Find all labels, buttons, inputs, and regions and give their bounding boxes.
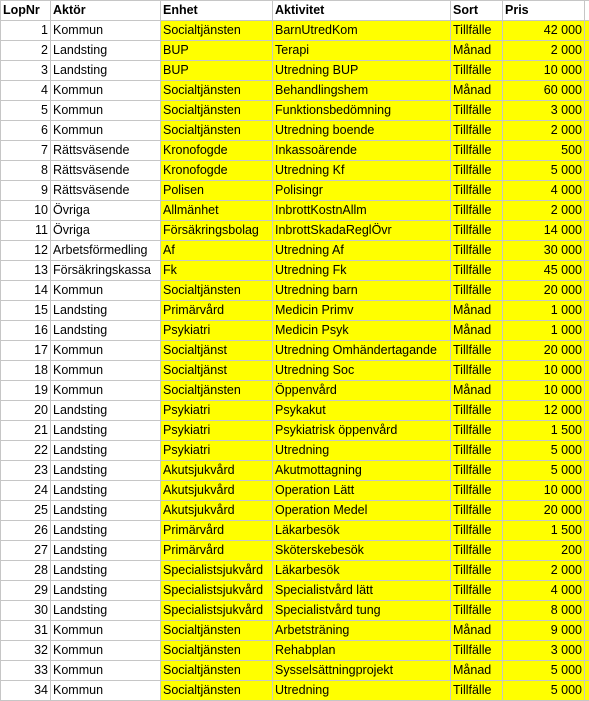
cell-lopnr[interactable]: 12 xyxy=(1,241,51,261)
cell-pris[interactable]: 45 000 xyxy=(503,261,585,281)
cell-extra[interactable] xyxy=(585,241,589,261)
cell-sort[interactable]: Tillfälle xyxy=(451,501,503,521)
cell-extra[interactable] xyxy=(585,261,589,281)
cell-enhet[interactable]: Allmänhet xyxy=(161,201,273,221)
cell-aktivitet[interactable]: Utredning boende xyxy=(273,121,451,141)
table-row xyxy=(1,561,589,581)
cell-aktivitet[interactable]: Psykakut xyxy=(273,401,451,421)
cell-enhet[interactable]: Socialtjänsten xyxy=(161,381,273,401)
cell-extra[interactable] xyxy=(585,581,589,601)
column-header-pris[interactable]: Pris xyxy=(503,1,585,21)
cell-aktor[interactable]: Landsting xyxy=(51,421,161,441)
table-row xyxy=(1,321,589,341)
cell-aktivitet[interactable]: Öppenvård xyxy=(273,381,451,401)
cell-lopnr[interactable]: 29 xyxy=(1,581,51,601)
cell-lopnr[interactable]: 8 xyxy=(1,161,51,181)
cell-sort[interactable]: Månad xyxy=(451,301,503,321)
cell-sort[interactable]: Tillfälle xyxy=(451,261,503,281)
cell-aktivitet[interactable]: Operation Lätt xyxy=(273,481,451,501)
cell-extra[interactable] xyxy=(585,661,589,681)
cell-lopnr[interactable]: 14 xyxy=(1,281,51,301)
cell-pris[interactable]: 500 xyxy=(503,141,585,161)
cell-extra[interactable] xyxy=(585,221,589,241)
cell-lopnr[interactable]: 33 xyxy=(1,661,51,681)
cell-pris[interactable]: 1 500 xyxy=(503,521,585,541)
cell-enhet[interactable]: Specialistsjukvård xyxy=(161,581,273,601)
cell-aktivitet[interactable]: Utredning Soc xyxy=(273,361,451,381)
cell-aktivitet[interactable]: BarnUtredKom xyxy=(273,21,451,41)
cell-aktor[interactable]: Kommun xyxy=(51,121,161,141)
cell-aktor[interactable]: Kommun xyxy=(51,21,161,41)
cell-aktivitet[interactable]: Sysselsättningprojekt xyxy=(273,661,451,681)
cell-aktor[interactable]: Kommun xyxy=(51,381,161,401)
cell-aktor[interactable]: Landsting xyxy=(51,521,161,541)
cell-aktor[interactable]: Kommun xyxy=(51,661,161,681)
cell-pris[interactable]: 2 000 xyxy=(503,41,585,61)
table-row xyxy=(1,421,589,441)
cell-lopnr[interactable]: 22 xyxy=(1,441,51,461)
cell-enhet[interactable]: Primärvård xyxy=(161,521,273,541)
header-row xyxy=(1,1,589,21)
cell-sort[interactable]: Tillfälle xyxy=(451,221,503,241)
cell-extra[interactable] xyxy=(585,681,589,701)
cell-extra[interactable] xyxy=(585,61,589,81)
cell-lopnr[interactable]: 20 xyxy=(1,401,51,421)
cell-lopnr[interactable]: 13 xyxy=(1,261,51,281)
cell-aktivitet[interactable]: Medicin Primv xyxy=(273,301,451,321)
cell-enhet[interactable]: Psykiatri xyxy=(161,321,273,341)
cell-aktivitet[interactable]: Rehabplan xyxy=(273,641,451,661)
cell-pris[interactable]: 8 000 xyxy=(503,601,585,621)
cell-extra[interactable] xyxy=(585,341,589,361)
cell-extra[interactable] xyxy=(585,601,589,621)
cell-aktivitet[interactable]: Utredning barn xyxy=(273,281,451,301)
column-header-enhet[interactable]: Enhet xyxy=(161,1,273,21)
cell-extra[interactable] xyxy=(585,41,589,61)
cell-aktor[interactable]: Kommun xyxy=(51,341,161,361)
cell-extra[interactable] xyxy=(585,181,589,201)
cell-sort[interactable]: Månad xyxy=(451,661,503,681)
cell-aktivitet[interactable]: InbrottKostnAllm xyxy=(273,201,451,221)
cell-sort[interactable]: Tillfälle xyxy=(451,541,503,561)
table-row xyxy=(1,481,589,501)
cell-aktivitet[interactable]: Inkassoärende xyxy=(273,141,451,161)
cell-aktor[interactable]: Landsting xyxy=(51,61,161,81)
cell-enhet[interactable]: Specialistsjukvård xyxy=(161,561,273,581)
cell-pris[interactable]: 42 000 xyxy=(503,21,585,41)
cell-aktivitet[interactable]: Utredning BUP xyxy=(273,61,451,81)
cell-sort[interactable]: Tillfälle xyxy=(451,341,503,361)
cell-sort[interactable]: Tillfälle xyxy=(451,61,503,81)
cell-enhet[interactable]: Specialistsjukvård xyxy=(161,601,273,621)
cell-sort[interactable]: Tillfälle xyxy=(451,461,503,481)
cell-aktor[interactable]: Kommun xyxy=(51,81,161,101)
cell-lopnr[interactable]: 10 xyxy=(1,201,51,221)
cell-aktivitet[interactable]: Psykiatrisk öppenvård xyxy=(273,421,451,441)
cell-aktivitet[interactable]: Utredning Fk xyxy=(273,261,451,281)
cell-pris[interactable]: 20 000 xyxy=(503,501,585,521)
cell-sort[interactable]: Tillfälle xyxy=(451,601,503,621)
cell-enhet[interactable]: Psykiatri xyxy=(161,441,273,461)
table-row xyxy=(1,261,589,281)
cell-extra[interactable] xyxy=(585,121,589,141)
cell-aktor[interactable]: Rättsväsende xyxy=(51,161,161,181)
cell-lopnr[interactable]: 1 xyxy=(1,21,51,41)
cell-pris[interactable]: 10 000 xyxy=(503,61,585,81)
table-row xyxy=(1,181,589,201)
cell-aktivitet[interactable]: Funktionsbedömning xyxy=(273,101,451,121)
cell-aktor[interactable]: Kommun xyxy=(51,361,161,381)
cell-aktor[interactable]: Försäkringskassa xyxy=(51,261,161,281)
table-row xyxy=(1,101,589,121)
table-row xyxy=(1,81,589,101)
cell-sort[interactable]: Tillfälle xyxy=(451,401,503,421)
cell-extra[interactable] xyxy=(585,81,589,101)
cell-enhet[interactable]: Af xyxy=(161,241,273,261)
cell-sort[interactable]: Tillfälle xyxy=(451,121,503,141)
cell-enhet[interactable]: Socialtjänsten xyxy=(161,281,273,301)
table-row xyxy=(1,41,589,61)
table-row xyxy=(1,21,589,41)
cell-pris[interactable]: 60 000 xyxy=(503,81,585,101)
cell-lopnr[interactable]: 32 xyxy=(1,641,51,661)
cell-enhet[interactable]: Socialtjänsten xyxy=(161,21,273,41)
cell-lopnr[interactable]: 16 xyxy=(1,321,51,341)
table-row xyxy=(1,141,589,161)
cell-enhet[interactable]: Socialtjänsten xyxy=(161,681,273,701)
cell-extra[interactable] xyxy=(585,141,589,161)
cell-aktor[interactable]: Landsting xyxy=(51,561,161,581)
table-row xyxy=(1,661,589,681)
cell-sort[interactable]: Månad xyxy=(451,81,503,101)
cell-lopnr[interactable]: 31 xyxy=(1,621,51,641)
cell-lopnr[interactable]: 11 xyxy=(1,221,51,241)
table-row xyxy=(1,441,589,461)
table-row xyxy=(1,461,589,481)
cell-pris[interactable]: 200 xyxy=(503,541,585,561)
cell-aktivitet[interactable]: Terapi xyxy=(273,41,451,61)
cell-lopnr[interactable]: 18 xyxy=(1,361,51,381)
cell-extra[interactable] xyxy=(585,641,589,661)
cell-aktor[interactable]: Kommun xyxy=(51,281,161,301)
table-row xyxy=(1,641,589,661)
cell-extra[interactable] xyxy=(585,301,589,321)
cell-lopnr[interactable]: 30 xyxy=(1,601,51,621)
cell-extra[interactable] xyxy=(585,101,589,121)
cell-aktor[interactable]: Landsting xyxy=(51,481,161,501)
table-row xyxy=(1,621,589,641)
cell-enhet[interactable]: Kronofogde xyxy=(161,161,273,181)
cell-aktor[interactable]: Kommun xyxy=(51,101,161,121)
cell-sort[interactable]: Tillfälle xyxy=(451,681,503,701)
cell-enhet[interactable]: Socialtjänsten xyxy=(161,661,273,681)
cell-aktivitet[interactable]: Utredning Omhändertagande xyxy=(273,341,451,361)
cell-aktivitet[interactable]: Akutmottagning xyxy=(273,461,451,481)
cell-sort[interactable]: Tillfälle xyxy=(451,281,503,301)
cell-aktor[interactable]: Landsting xyxy=(51,541,161,561)
cell-pris[interactable]: 14 000 xyxy=(503,221,585,241)
cell-pris[interactable]: 5 000 xyxy=(503,681,585,701)
cell-enhet[interactable]: Kronofogde xyxy=(161,141,273,161)
cell-lopnr[interactable]: 28 xyxy=(1,561,51,581)
cell-lopnr[interactable]: 34 xyxy=(1,681,51,701)
cell-aktor[interactable]: Landsting xyxy=(51,301,161,321)
cell-sort[interactable]: Tillfälle xyxy=(451,481,503,501)
cell-aktor[interactable]: Landsting xyxy=(51,581,161,601)
cell-sort[interactable]: Månad xyxy=(451,381,503,401)
table-row xyxy=(1,381,589,401)
cell-extra[interactable] xyxy=(585,501,589,521)
table-row xyxy=(1,301,589,321)
cell-aktivitet[interactable]: InbrottSkadaReglÖvr xyxy=(273,221,451,241)
cell-lopnr[interactable]: 24 xyxy=(1,481,51,501)
cell-enhet[interactable]: Fk xyxy=(161,261,273,281)
cell-sort[interactable]: Tillfälle xyxy=(451,361,503,381)
cell-sort[interactable]: Tillfälle xyxy=(451,21,503,41)
table-row xyxy=(1,581,589,601)
cell-aktor[interactable]: Rättsväsende xyxy=(51,181,161,201)
cell-aktor[interactable]: Landsting xyxy=(51,601,161,621)
cell-sort[interactable]: Tillfälle xyxy=(451,201,503,221)
cell-aktivitet[interactable]: Specialistvård lätt xyxy=(273,581,451,601)
cell-aktivitet[interactable]: Utredning xyxy=(273,681,451,701)
cell-enhet[interactable]: Försäkringsbolag xyxy=(161,221,273,241)
cell-sort[interactable]: Tillfälle xyxy=(451,101,503,121)
table-row xyxy=(1,121,589,141)
cell-aktivitet[interactable]: Behandlingshem xyxy=(273,81,451,101)
cell-sort[interactable]: Tillfälle xyxy=(451,421,503,441)
cell-sort[interactable]: Tillfälle xyxy=(451,521,503,541)
cell-extra[interactable] xyxy=(585,561,589,581)
cell-aktor[interactable]: Landsting xyxy=(51,461,161,481)
cell-extra[interactable] xyxy=(585,381,589,401)
cell-pris[interactable]: 30 000 xyxy=(503,241,585,261)
cell-extra[interactable] xyxy=(585,621,589,641)
cell-aktivitet[interactable]: Arbetsträning xyxy=(273,621,451,641)
cell-extra[interactable] xyxy=(585,281,589,301)
cell-aktivitet[interactable]: Utredning xyxy=(273,441,451,461)
cell-pris[interactable]: 5 000 xyxy=(503,441,585,461)
table-row xyxy=(1,221,589,241)
cell-enhet[interactable]: Primärvård xyxy=(161,301,273,321)
cell-aktivitet[interactable]: Specialistvård tung xyxy=(273,601,451,621)
cell-extra[interactable] xyxy=(585,361,589,381)
cell-extra[interactable] xyxy=(585,481,589,501)
cell-pris[interactable]: 10 000 xyxy=(503,381,585,401)
column-header-lopnr[interactable]: LopNr xyxy=(1,1,51,21)
cell-aktor[interactable]: Arbetsförmedling xyxy=(51,241,161,261)
table-row xyxy=(1,241,589,261)
cell-extra[interactable] xyxy=(585,421,589,441)
cell-sort[interactable]: Tillfälle xyxy=(451,241,503,261)
cell-enhet[interactable]: Akutsjukvård xyxy=(161,461,273,481)
cell-aktivitet[interactable]: Medicin Psyk xyxy=(273,321,451,341)
cell-aktor[interactable]: Övriga xyxy=(51,221,161,241)
column-header-sort[interactable]: Sort xyxy=(451,1,503,21)
cell-extra[interactable] xyxy=(585,201,589,221)
cell-pris[interactable]: 20 000 xyxy=(503,341,585,361)
cell-extra[interactable] xyxy=(585,321,589,341)
table-row xyxy=(1,401,589,421)
cell-sort[interactable]: Tillfälle xyxy=(451,581,503,601)
cell-pris[interactable]: 4 000 xyxy=(503,181,585,201)
cell-aktor[interactable]: Landsting xyxy=(51,441,161,461)
cell-aktor[interactable]: Landsting xyxy=(51,401,161,421)
table-row xyxy=(1,681,589,701)
cell-enhet[interactable]: Psykiatri xyxy=(161,401,273,421)
cell-extra[interactable] xyxy=(585,541,589,561)
cell-enhet[interactable]: Akutsjukvård xyxy=(161,481,273,501)
cell-aktivitet[interactable]: Sköterskebesök xyxy=(273,541,451,561)
cell-aktor[interactable]: Kommun xyxy=(51,621,161,641)
cell-enhet[interactable]: Socialtjänsten xyxy=(161,621,273,641)
cell-pris[interactable]: 10 000 xyxy=(503,481,585,501)
cell-enhet[interactable]: Akutsjukvård xyxy=(161,501,273,521)
cell-aktor[interactable]: Landsting xyxy=(51,41,161,61)
cell-extra[interactable] xyxy=(585,161,589,181)
column-header-extra[interactable] xyxy=(585,1,589,21)
table-row xyxy=(1,541,589,561)
cell-enhet[interactable]: Socialtjänst xyxy=(161,341,273,361)
cell-pris[interactable]: 9 000 xyxy=(503,621,585,641)
table-row xyxy=(1,281,589,301)
cell-sort[interactable]: Tillfälle xyxy=(451,441,503,461)
cell-sort[interactable]: Tillfälle xyxy=(451,561,503,581)
cell-aktor[interactable]: Landsting xyxy=(51,321,161,341)
table-row xyxy=(1,61,589,81)
cell-aktivitet[interactable]: Läkarbesök xyxy=(273,561,451,581)
column-header-aktor[interactable]: Aktör xyxy=(51,1,161,21)
cell-pris[interactable]: 5 000 xyxy=(503,661,585,681)
cell-sort[interactable]: Tillfälle xyxy=(451,181,503,201)
cell-extra[interactable] xyxy=(585,441,589,461)
column-header-aktivitet[interactable]: Aktivitet xyxy=(273,1,451,21)
cell-lopnr[interactable]: 27 xyxy=(1,541,51,561)
cell-sort[interactable]: Tillfälle xyxy=(451,141,503,161)
cell-pris[interactable]: 10 000 xyxy=(503,361,585,381)
cell-enhet[interactable]: Socialtjänst xyxy=(161,361,273,381)
cell-aktivitet[interactable]: Utredning Kf xyxy=(273,161,451,181)
cell-lopnr[interactable]: 6 xyxy=(1,121,51,141)
cell-lopnr[interactable]: 15 xyxy=(1,301,51,321)
cell-aktor[interactable]: Rättsväsende xyxy=(51,141,161,161)
table-row xyxy=(1,361,589,381)
cell-enhet[interactable]: Psykiatri xyxy=(161,421,273,441)
cell-pris[interactable]: 1 000 xyxy=(503,301,585,321)
cell-lopnr[interactable]: 2 xyxy=(1,41,51,61)
cell-enhet[interactable]: Socialtjänsten xyxy=(161,81,273,101)
table-row xyxy=(1,341,589,361)
cell-enhet[interactable]: Socialtjänsten xyxy=(161,641,273,661)
cell-extra[interactable] xyxy=(585,461,589,481)
cell-pris[interactable]: 3 000 xyxy=(503,101,585,121)
cell-lopnr[interactable]: 5 xyxy=(1,101,51,121)
table-row xyxy=(1,201,589,221)
table-row xyxy=(1,501,589,521)
cell-enhet[interactable]: Primärvård xyxy=(161,541,273,561)
cell-lopnr[interactable]: 4 xyxy=(1,81,51,101)
cell-lopnr[interactable]: 17 xyxy=(1,341,51,361)
cell-sort[interactable]: Månad xyxy=(451,41,503,61)
cell-pris[interactable]: 3 000 xyxy=(503,641,585,661)
cell-pris[interactable]: 5 000 xyxy=(503,161,585,181)
cell-lopnr[interactable]: 21 xyxy=(1,421,51,441)
cell-extra[interactable] xyxy=(585,521,589,541)
cell-aktor[interactable]: Kommun xyxy=(51,681,161,701)
cell-aktor[interactable]: Kommun xyxy=(51,641,161,661)
cell-extra[interactable] xyxy=(585,401,589,421)
cell-pris[interactable]: 4 000 xyxy=(503,581,585,601)
cell-sort[interactable]: Tillfälle xyxy=(451,161,503,181)
cell-lopnr[interactable]: 19 xyxy=(1,381,51,401)
cell-lopnr[interactable]: 9 xyxy=(1,181,51,201)
cell-pris[interactable]: 20 000 xyxy=(503,281,585,301)
cell-sort[interactable]: Tillfälle xyxy=(451,641,503,661)
cell-enhet[interactable]: Socialtjänsten xyxy=(161,121,273,141)
cell-pris[interactable]: 5 000 xyxy=(503,461,585,481)
cell-lopnr[interactable]: 23 xyxy=(1,461,51,481)
cell-enhet[interactable]: BUP xyxy=(161,41,273,61)
cell-aktivitet[interactable]: Läkarbesök xyxy=(273,521,451,541)
cell-lopnr[interactable]: 7 xyxy=(1,141,51,161)
cell-extra[interactable] xyxy=(585,21,589,41)
cell-pris[interactable]: 2 000 xyxy=(503,121,585,141)
cell-sort[interactable]: Månad xyxy=(451,621,503,641)
cell-enhet[interactable]: Socialtjänsten xyxy=(161,101,273,121)
cell-enhet[interactable]: Polisen xyxy=(161,181,273,201)
cell-aktivitet[interactable]: Operation Medel xyxy=(273,501,451,521)
table-row xyxy=(1,601,589,621)
cell-enhet[interactable]: BUP xyxy=(161,61,273,81)
cell-lopnr[interactable]: 3 xyxy=(1,61,51,81)
cell-pris[interactable]: 12 000 xyxy=(503,401,585,421)
cell-pris[interactable]: 1 000 xyxy=(503,321,585,341)
cell-lopnr[interactable]: 26 xyxy=(1,521,51,541)
cell-aktivitet[interactable]: Utredning Af xyxy=(273,241,451,261)
table-row xyxy=(1,161,589,181)
cell-aktivitet[interactable]: Polisingr xyxy=(273,181,451,201)
cell-aktor[interactable]: Övriga xyxy=(51,201,161,221)
cell-lopnr[interactable]: 25 xyxy=(1,501,51,521)
cell-pris[interactable]: 1 500 xyxy=(503,421,585,441)
cell-pris[interactable]: 2 000 xyxy=(503,201,585,221)
cell-aktor[interactable]: Landsting xyxy=(51,501,161,521)
cell-sort[interactable]: Månad xyxy=(451,321,503,341)
cell-pris[interactable]: 2 000 xyxy=(503,561,585,581)
table-row xyxy=(1,521,589,541)
